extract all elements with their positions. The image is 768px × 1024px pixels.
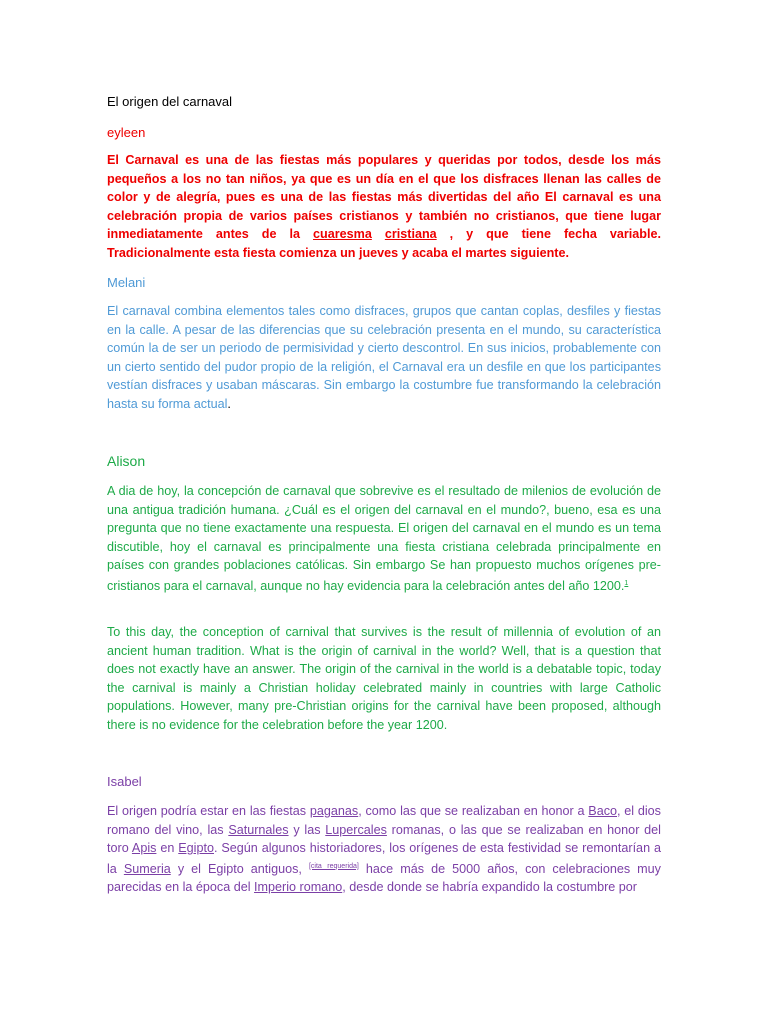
citation-needed-link[interactable]: [cita requerida]: [308, 862, 359, 870]
link-cuaresma[interactable]: cuaresma: [313, 227, 372, 242]
link-baco[interactable]: Baco: [588, 804, 618, 818]
paragraph-alison-en: To this day, the conception of carnival that survives is the result of millennia of evolution of an ancient human tradition. What is the origin of carnival in the world? Well, that is a question that does not exactly have an answer. The origin of the carnival in the world is a debatable topic, today the carnival is mainly a Christian holiday celebrated mainly in countries with large Catholic populations. However, many pre-Christian origins for the carnival have been proposed, although there is no evidence for the celebration before the year 1200.: [107, 625, 661, 732]
footnote-link[interactable]: 1: [624, 579, 629, 587]
link-paganas[interactable]: paganas: [309, 804, 359, 818]
link-sumeria[interactable]: Sumeria: [123, 861, 171, 876]
paragraph-isabel: El origen podría estar en las fiestas paganas, como las que se realizaban en honor a Baco, el dios romano del vino, las Saturnales y las Lupercales romanas, o las que se realizaban en honor del toro Apis en Egipto. Según algunos historiadores, los orígenes de esta festividad se remontarían a la Sumeria y el Egipto antiguos, [cita requerida] hace más de 5000 años, con celebraciones muy parecidas en la época del Imperio romano, desde donde se habría expandido la costumbre por: [107, 804, 661, 895]
link-saturnales[interactable]: Saturnales: [228, 822, 289, 837]
link-egipto[interactable]: Egipto: [178, 841, 214, 856]
paragraph-eyleen: El Carnaval es una de las fiestas más populares y queridas por todos, desde los más pequeños a los no tan niños, ya que es un día en el que los disfraces llenan las calles de color y de alegría, pues es una de las fiestas más divertidas del año El carnaval es una celebración propia de varios países cristianos y también no cristianos, que tiene lugar inmediatamente antes de la cuaresma cristiana , y que tiene fecha variable. Tradicionalmente esta fiesta comienza un jueves y acaba el martes siguiente.: [107, 153, 662, 260]
paragraph-melani: El carnaval combina elementos tales como disfraces, grupos que cantan coplas, desfiles y fiestas en la calle. A pesar de las diferencias que su celebración presenta en el mundo, su característica común la de ser un periodo de permisividad y cierto descontrol. En sus inicios, probablemente con un cierto sentido del pudor propio de la religión, el Carnaval era un desfile en que los participantes vestían disfraces y usaban máscaras. Sin embargo la costumbre fue transformando la celebración hasta su forma actual.: [107, 304, 661, 411]
author-isabel: Isabel: [107, 774, 142, 789]
carnaval-bold-text: El Carnaval: [107, 153, 179, 167]
link-lupercales[interactable]: Lupercales: [325, 822, 387, 837]
author-melani: Melani: [107, 275, 146, 290]
paragraph-alison-es: A dia de hoy, la concepción de carnaval que sobrevive es el resultado de milenios de evolución de una antigua tradición humana. ¿Cuál es el origen del carnaval en el mundo?, bueno, esa es una pregunta que no tiene exactamente una respuesta. El origen del carnaval en el mundo es un tema discutible, hoy el carnaval es principalmente una fiesta cristiana celebrada principalmente en países con grandes poblaciones católicas. Sin embargo Se han propuesto muchos orígenes pre-cristianos para el carnaval, aunque no hay evidencia para la celebración antes del año 1200.$^1$: [107, 484, 661, 593]
author-alison: Alison: [107, 453, 146, 469]
link-cristiana[interactable]: cristiana: [384, 227, 437, 242]
link-apis[interactable]: Apis: [131, 841, 157, 856]
link-imperio-romano[interactable]: Imperio romano: [254, 880, 343, 895]
author-eyleen: eyleen: [107, 125, 146, 140]
document-title: El origen del carnaval: [107, 94, 233, 109]
